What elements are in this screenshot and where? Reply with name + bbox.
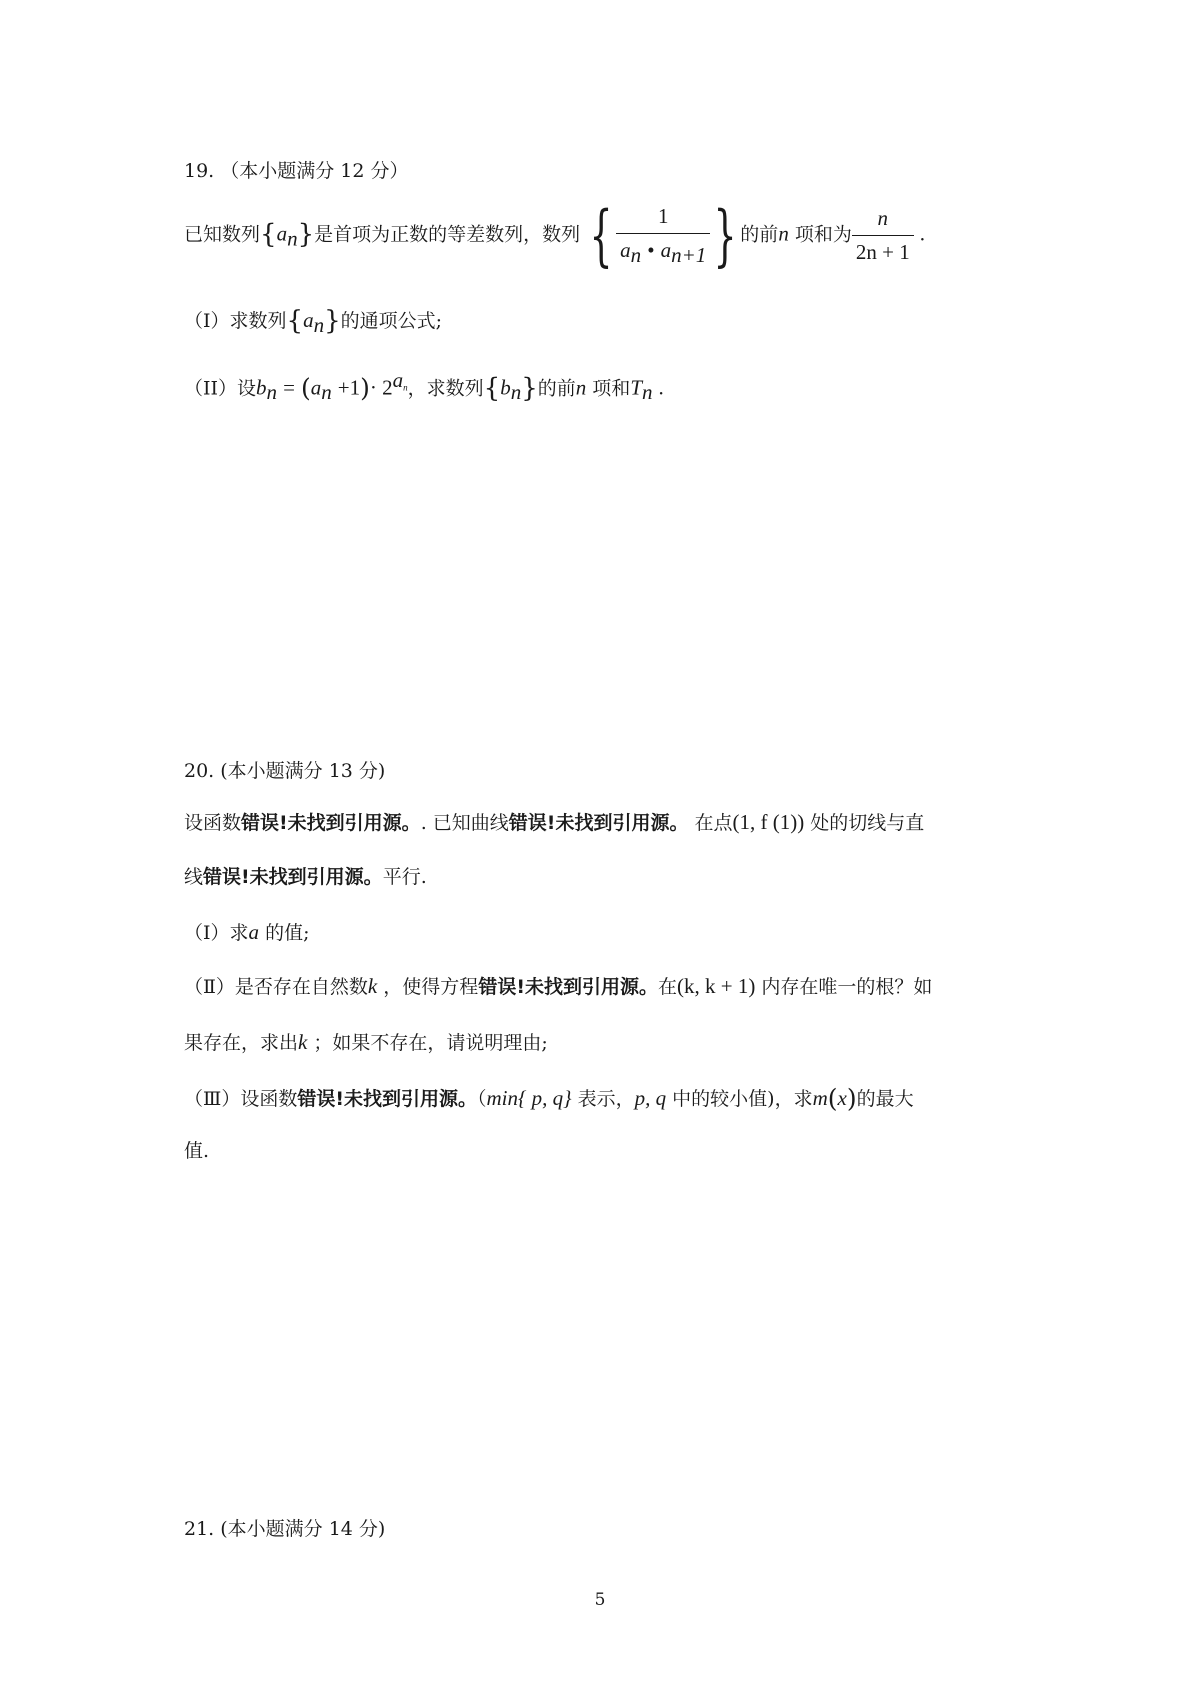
fraction-1-over-an-an1: $\frac{1}{a_n • a_{n+1}}$ — [616, 204, 710, 268]
q20-part1: （Ⅰ）求a 的值; — [184, 920, 310, 944]
q19-part2: （II）设$b_n = (a_n +1)\cdot 2^{a_n}$，求数列$\{b_n\}$的前n 项和$T_n$ . — [184, 368, 664, 405]
fraction-n-over-2n1: $\frac{n}{2n + 1}$ — [852, 206, 914, 265]
q20-part3-cont: 值. — [184, 1140, 210, 1162]
error-reference: 错误!未找到引用源。 — [508, 812, 689, 834]
error-reference: 错误!未找到引用源。 — [297, 1088, 477, 1110]
q19-header: 19. （本小题满分 12 分） — [184, 160, 409, 182]
error-reference: 错误!未找到引用源。 — [203, 866, 383, 888]
q20-part2: （Ⅱ）是否存在自然数k ，使得方程错误!未找到引用源。在(k, k + 1) 内存在唯一的根？如 — [184, 974, 933, 998]
q20-header: 20. (本小题满分 13 分) — [184, 760, 386, 782]
q20-line2: 线错误!未找到引用源。平行. — [184, 866, 427, 888]
q19-stem: 已知数列$\{a_n\}$是首项为正数的等差数列，数列 { $\frac{1}{a_n • a_{n+1}}$ } 的前n 项和为 $\frac{n}{2n + 1}$ . — [184, 197, 926, 274]
q20-part3: （Ⅲ）设函数错误!未找到引用源。（min{ p, q} 表示，p, q 中的较小值)，求m(x)的最大 — [184, 1084, 914, 1113]
error-reference: 错误!未找到引用源。 — [478, 976, 658, 998]
q20-part2-cont: 果存在，求出k ；如果不存在，请说明理由; — [184, 1030, 548, 1054]
error-reference: 错误!未找到引用源。 — [241, 812, 421, 834]
q21-header: 21. (本小题满分 14 分) — [184, 1518, 386, 1540]
q19-part1: （I）求数列$\{a_n\}$的通项公式; — [184, 306, 443, 337]
page-number: 5 — [594, 1590, 606, 1610]
q20-line1: 设函数错误!未找到引用源。. 已知曲线错误!未找到引用源。 在点(1, f (1)) 处的切线与直 — [184, 810, 925, 834]
